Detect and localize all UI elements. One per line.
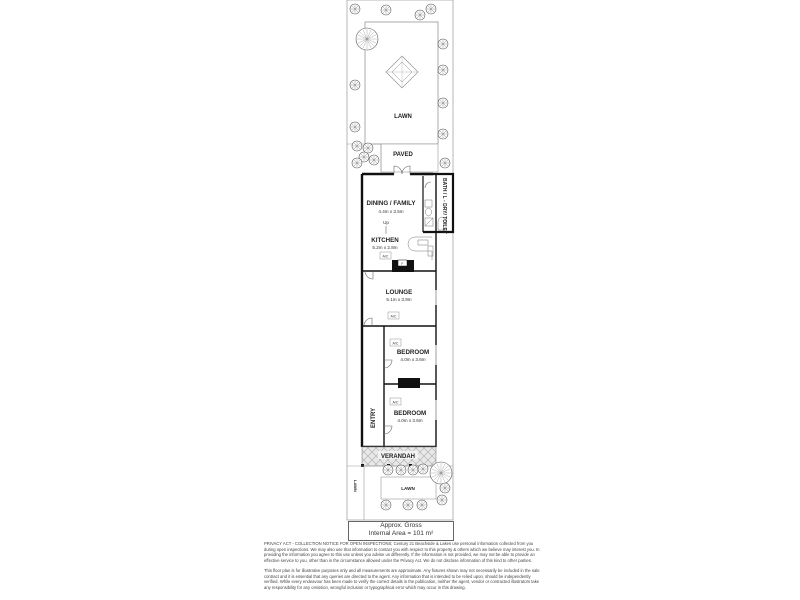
- room-bedroom-1: [390, 339, 429, 362]
- front-lawn-label: LAWN: [401, 486, 415, 491]
- room-dining-family: [367, 200, 417, 214]
- stairs-up-indicator: [383, 220, 389, 234]
- room-bedroom-2: [390, 398, 426, 423]
- side-lawn-label: LAWN: [353, 480, 358, 492]
- room-entry: [371, 408, 377, 428]
- room-lounge: [386, 289, 412, 319]
- svg-text:BEDROOM: BEDROOM: [393, 410, 427, 417]
- paved-label: PAVED: [393, 152, 413, 158]
- internal-area-box: [348, 521, 454, 541]
- room-bath-laundry-toilet: [441, 178, 447, 234]
- rear-lawn-label: LAWN: [394, 114, 412, 120]
- fireplace-label: F: [401, 262, 404, 266]
- svg-text:5.2m x 2.8m: 5.2m x 2.8m: [372, 245, 398, 250]
- svg-text:Up: Up: [383, 220, 389, 225]
- area-line-2: Internal Area = 101 m²: [368, 530, 434, 537]
- svg-text:DINING / FAMILY: DINING / FAMILY: [366, 200, 416, 207]
- svg-text:A/C: A/C: [392, 341, 399, 346]
- svg-text:A/C: A/C: [392, 400, 399, 405]
- svg-text:KITCHEN: KITCHEN: [371, 237, 399, 244]
- area-line-1: Approx. Gross: [380, 522, 422, 529]
- privacy-notice: PRIVACY ACT - COLLECTION NOTICE FOR OPEN INSPECTIONS; Century 21 Beachside & Lakes use personal information collected from you during open inspections. We may also use that information to contact you with respect to this property & others which we believe may interest you. In providing the information you agree to this use unless you advise us differently. If the information is not provided, we may not be able to provide an effective service to you, other than in the circumstance allowed under the Privacy Act. We do not disclose information of this kind to other parties.: [264, 541, 540, 563]
- svg-text:LOUNGE: LOUNGE: [385, 289, 413, 296]
- svg-text:BEDROOM: BEDROOM: [396, 349, 430, 356]
- svg-text:4.0m x 3.6m: 4.0m x 3.6m: [397, 418, 423, 423]
- verandah: [361, 447, 437, 467]
- svg-text:ENTRY: ENTRY: [371, 407, 377, 428]
- svg-text:5.1m x 3.9m: 5.1m x 3.9m: [386, 297, 412, 302]
- svg-text:4.0m x 3.6m: 4.0m x 3.6m: [400, 357, 426, 362]
- room-kitchen: [371, 237, 399, 259]
- svg-text:BATH / L - DRY/ TOILET: BATH / L - DRY/ TOILET: [441, 178, 447, 234]
- svg-text:4.4m x 3.5m: 4.4m x 3.5m: [378, 209, 404, 214]
- front-yard: [347, 462, 453, 520]
- kitchen-fixtures: [408, 237, 433, 260]
- svg-text:A/C: A/C: [390, 314, 397, 319]
- svg-text:A/C: A/C: [382, 254, 389, 259]
- house-walls: [362, 174, 453, 447]
- fireplaces: [392, 260, 420, 388]
- verandah-label: VERANDAH: [380, 454, 416, 460]
- disclaimer-notice: This floor plan is for illustrative purposes only and all measurements are approximate. Any fixtures shown may not necessarily be included in the sale contract and it is essential that any queries are directed to the agent. Any information that is intended to be relied upon, should be independently verified. While every endeavour has been made to verify the correct details in the publication, neither the agent, vendor or contracted illustrators take any responsibility for any omission, wrongful inclusion or typographical error which may occur in this drawing.: [264, 568, 540, 590]
